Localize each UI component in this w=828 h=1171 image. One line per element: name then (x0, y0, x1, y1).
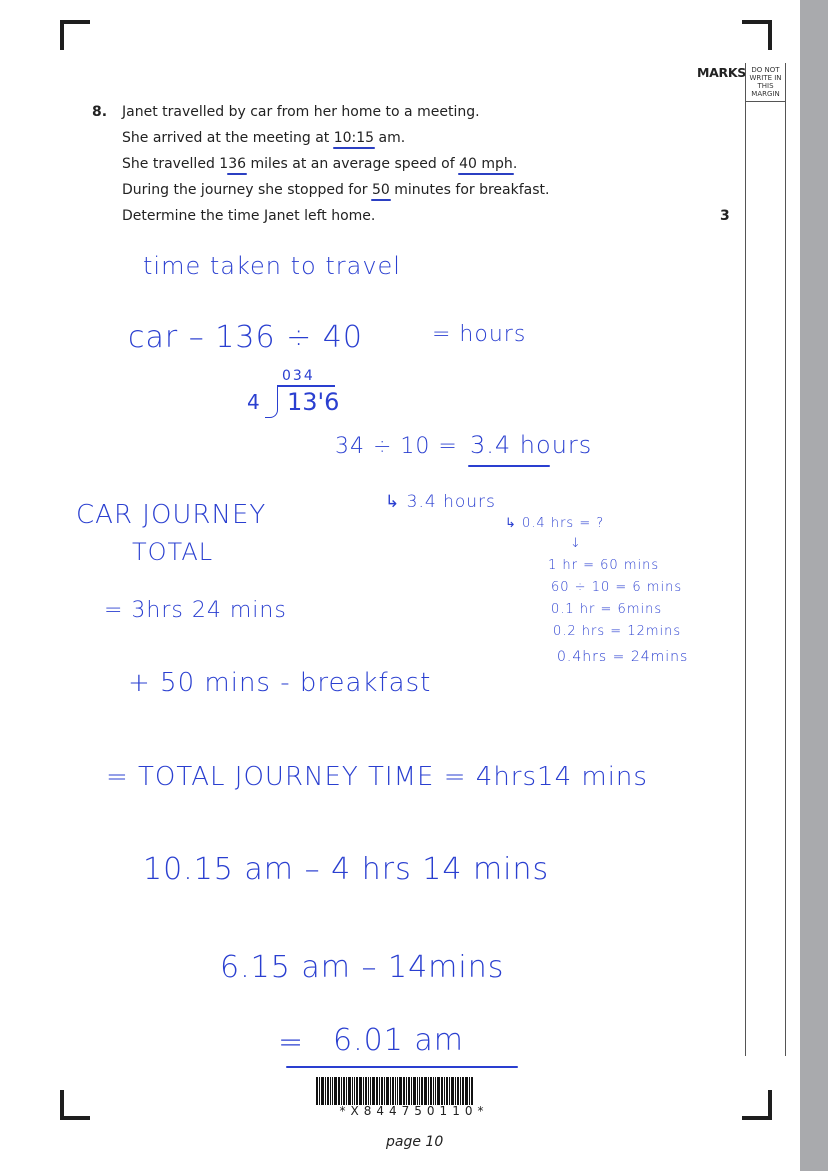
question-line-5: Determine the time Janet left home. (122, 208, 376, 224)
margin-text-line: THIS (757, 82, 774, 90)
question-text: During the journey she stopped for (122, 182, 372, 198)
crop-mark-bottom-right (742, 1090, 772, 1120)
do-not-write-heading (746, 63, 785, 102)
question-text: am. (374, 130, 406, 146)
question-line-2 (122, 130, 405, 146)
marks-label: MARKS (697, 65, 746, 80)
do-not-write-margin (745, 63, 786, 1056)
hw-breakfast: + 50 mins - breakfast (128, 668, 432, 698)
question-number: 8. (92, 104, 108, 120)
stop-minutes-underlined: 50 (372, 182, 390, 198)
crop-mark-top-left (60, 20, 90, 50)
hw-car-eq: = hours (432, 322, 527, 347)
hw-div-ten: 34 ÷ 10 = (335, 434, 458, 459)
speed-underlined: 40 mph (459, 156, 513, 172)
crop-mark-bottom-left (60, 1090, 90, 1120)
crop-mark-top-right (742, 20, 772, 50)
hw-conversion-line: 1 hr = 60 mins (548, 558, 660, 573)
hw-final-answer: 6.01 am (333, 1023, 464, 1058)
division-quotient: 034 (282, 368, 315, 384)
question-text: . (512, 156, 518, 172)
question-text: minutes for breakfast. (389, 182, 550, 198)
hw-conversion-line: 0.4hrs = 24mins (557, 649, 689, 665)
hw-answer-underline (286, 1066, 518, 1068)
hw-conversion-line: 0.1 hr = 6mins (551, 602, 663, 617)
hw-conversion-line: 60 ÷ 10 = 6 mins (551, 580, 683, 595)
distance-underlined: 36 (228, 156, 247, 172)
hw-conversion-line: 0.2 hrs = 12mins (553, 624, 682, 639)
hw-car-total-label-2: TOTAL (132, 538, 214, 566)
division-bar (277, 385, 335, 387)
hw-subtract-2: 6.15 am – 14mins (220, 950, 505, 985)
arrival-time-underlined: 10:15 (333, 130, 375, 146)
hw-subtract-1: 10.15 am – 4 hrs 14 mins (143, 852, 550, 887)
barcode-text: *X844750110* (339, 1104, 489, 1118)
question-text: She travelled (122, 156, 220, 172)
hw-underline (468, 465, 550, 467)
page-number: page 10 (386, 1134, 444, 1150)
margin-text-line: DO NOT (751, 66, 780, 74)
margin-text-line: MARGIN (751, 90, 780, 98)
division-bracket (265, 385, 278, 418)
hw-car-calc: car – 136 ÷ 40 (128, 320, 363, 355)
division-dividend: 13'6 (287, 388, 340, 416)
barcode (316, 1077, 510, 1105)
question-line-3 (122, 156, 517, 172)
hw-heading: time taken to travel (143, 252, 401, 280)
hw-down-arrow: ↓ (570, 536, 582, 551)
hw-total-journey: = TOTAL JOURNEY TIME = 4hrs14 mins (106, 762, 648, 792)
hw-car-total-value: = 3hrs 24 mins (104, 598, 287, 623)
question-text: 1 (219, 156, 229, 172)
question-line-4 (122, 182, 549, 198)
hw-arrow-hours: ↳ 3.4 hours (385, 492, 496, 512)
division-divisor: 4 (247, 390, 260, 414)
hw-arrow-fraction: ↳ 0.4 hrs = ? (505, 516, 605, 531)
margin-text-line: WRITE IN (749, 74, 782, 82)
question-text: She arrived at the meeting at (122, 130, 334, 146)
marks-value: 3 (720, 208, 730, 224)
question-line-1: Janet travelled by car from her home to a meeting. (122, 104, 480, 120)
question-text: miles at an average speed of (246, 156, 460, 172)
scrollbar[interactable] (800, 0, 828, 1171)
hw-final-equals: = (278, 1025, 305, 1060)
hw-car-total-label-1: CAR JOURNEY (76, 500, 267, 530)
hw-div-ten-result: 3.4 hours (470, 431, 593, 459)
